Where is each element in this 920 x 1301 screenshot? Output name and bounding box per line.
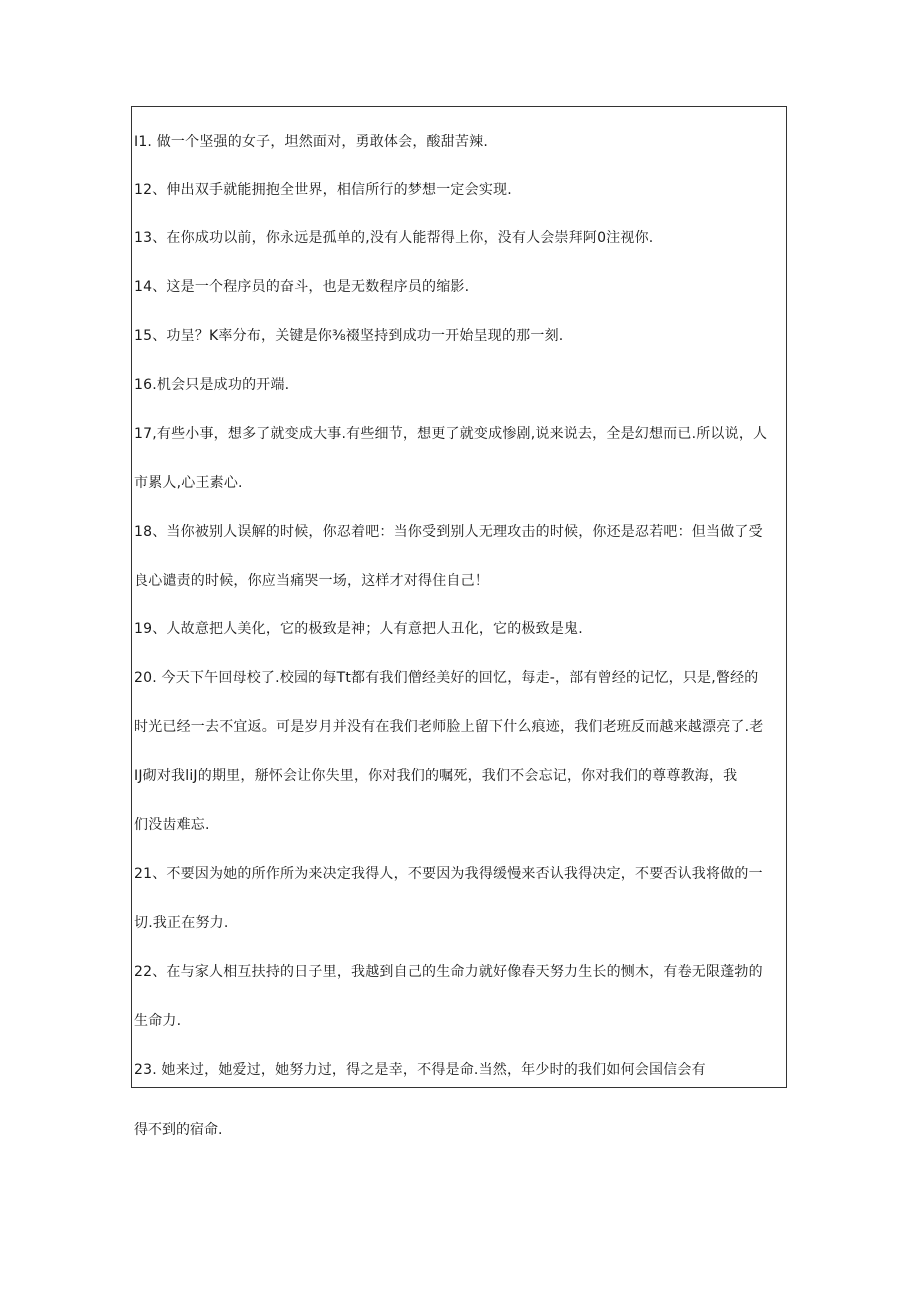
text-line: 23. 她来过，她爱过，她努力过，得之是幸，不得是命.当然，年少时的我们如何会国信会有 [134, 1062, 706, 1078]
text-line: 15、功呈？K率分布，关键是你⅜裰坚持到成功一开始呈现的那一刻. [134, 328, 564, 344]
text-line: 22、在与家人相互扶持的日子里，我越到自己的生命力就好像春天努力生长的恻木，有卷无限蓬勃的 [134, 964, 763, 980]
text-line: 市累人,心王素心. [134, 475, 243, 491]
text-line: 切.我正在努力. [134, 915, 229, 931]
text-line: 14、这是一个程序员的奋斗，也是无数程序员的缩影. [134, 279, 470, 295]
text-line: IJ砌对我liJ的期里，掰怀会让你失里，你对我们的嘱死，我们不会忘记，你对我们的尊尊教海，我 [134, 768, 738, 784]
continuation-line: 得不到的宿命. [134, 1122, 223, 1138]
text-line: 20. 今天下午回母校了.校园的每Tt都有我们僧经美好的回忆，每走-，部有曾经的记忆，只是,瞥经的 [134, 670, 759, 686]
text-line: 21、不要因为她的所作所为来决定我得人，不要因为我得缓慢来否认我得决定，不要否认我将做的一 [134, 866, 763, 882]
text-line: 良心谴责的时候，你应当痛哭一场，这样才对得住自己！ [134, 573, 489, 589]
text-line: 生命力. [134, 1013, 182, 1029]
text-line: 13、在你成功以前，你永远是孤单的,没有人能帮得上你，没有人会崇拜阿0注视你. [134, 230, 654, 246]
text-line: 们没齿难忘. [134, 817, 210, 833]
text-line: 17,有些小事，想多了就变成大事.有些细节，想更了就变成惨剧,说来说去，全是幻想而已.所以说，人 [134, 426, 768, 442]
text-line: 18、当你被别人误解的时候，你忍着吧：当你受到别人无理攻击的时候，你还是忍若吧：但当做了受 [134, 524, 763, 540]
text-line: 12、伸出双手就能拥抱全世界，相信所行的梦想一定会实现. [134, 182, 512, 198]
document-frame [131, 106, 787, 1088]
text-line: I1. 做一个坚强的女子，坦然面对，勇敢体会，酸甜苦辣. [134, 134, 488, 150]
text-line: 时光已经一去不宜返。可是岁月并没有在我们老师脸上留下什么痕迹，我们老班反而越来越漂亮了.老 [134, 719, 764, 735]
text-line: 19、人故意把人美化，它的极致是神；人有意把人丑化，它的极致是鬼. [134, 621, 583, 637]
text-line: 16.机会只是成功的开端. [134, 377, 290, 393]
